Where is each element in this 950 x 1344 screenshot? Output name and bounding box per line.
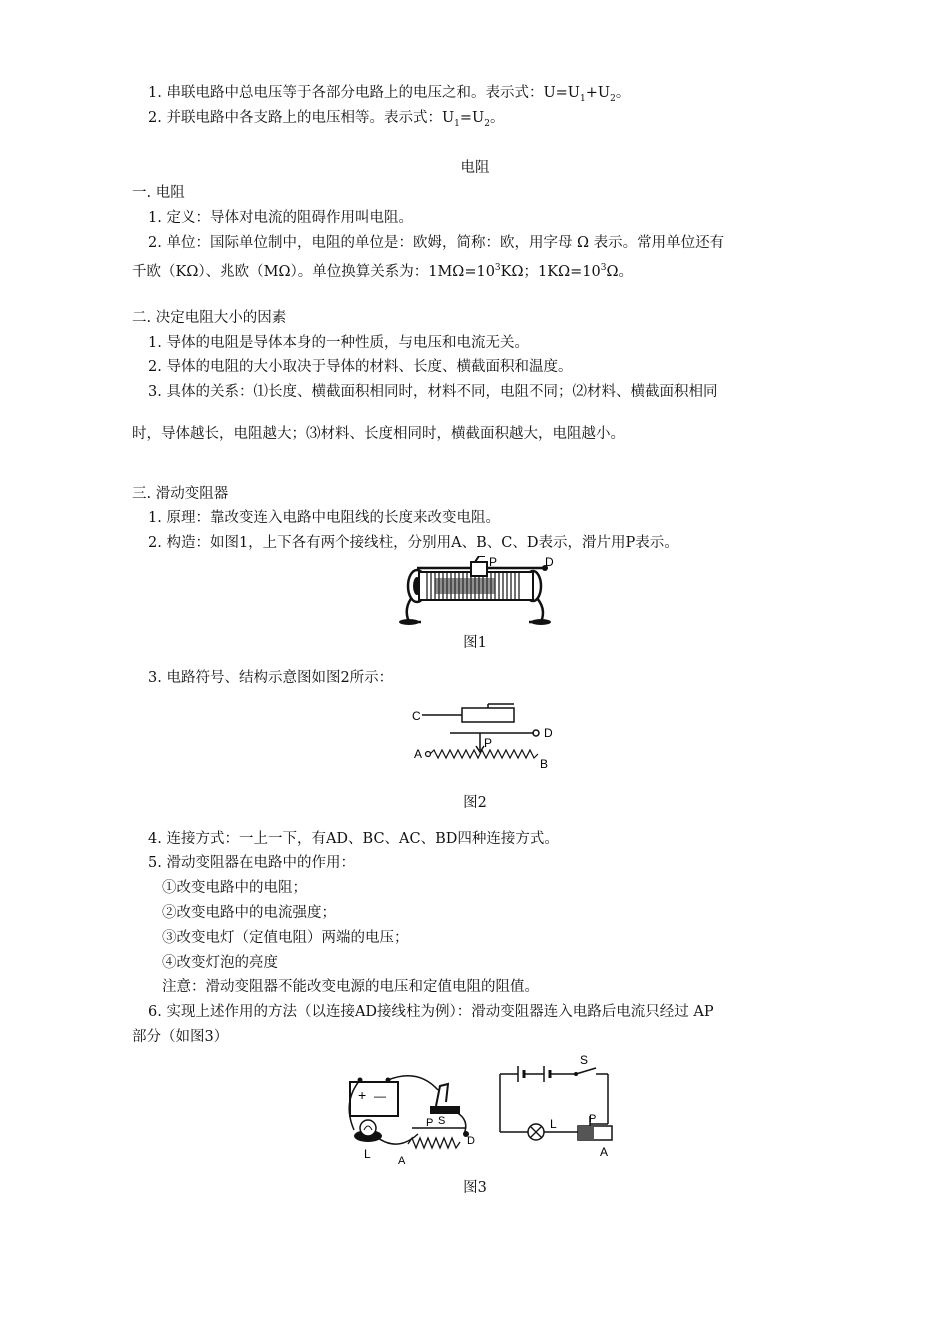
paragraph: 2. 单位：国际单位制中，电阻的单位是：欧姆，简称：欧，用字母 Ω 表示。常用单位还有 [148, 235, 725, 251]
fig3-label-minus: — [374, 1089, 386, 1103]
text: Ω。 [606, 263, 633, 280]
section-heading-1: 一. 电阻 [132, 185, 185, 201]
fig3r-label-l: L [550, 1117, 557, 1131]
figure-1-rheostat [395, 556, 565, 632]
text: 1. 串联电路中总电压等于各部分电路上的电压之和。表示式：U=U [148, 85, 581, 101]
fig2-label-d: D [544, 726, 553, 740]
fig3-label-l: L [364, 1147, 371, 1161]
superscript: 3 [600, 263, 607, 273]
text: 2. 并联电路中各支路上的电压相等。表示式：U [148, 110, 455, 126]
text: 。 [490, 110, 505, 126]
paragraph: 2. 构造：如图1，上下各有两个接线柱，分别用A、B、C、D表示，滑片用P表示。 [148, 535, 679, 551]
subscript: 1 [580, 93, 586, 104]
fig3r-label-a: A [600, 1145, 609, 1159]
list-item: ③改变电灯（定值电阻）两端的电压； [162, 930, 409, 946]
figure-2-caption: 图2 [463, 795, 487, 811]
fig1-label-p: P [489, 556, 498, 569]
fig1-label-d: D [545, 556, 554, 569]
list-item: ②改变电路中的电流强度； [162, 905, 336, 921]
list-item: ①改变电路中的电阻； [162, 880, 307, 896]
fig3-label-plus: + [358, 1087, 367, 1103]
fig3-label-p: P [426, 1117, 434, 1129]
figure-3-schematic [492, 1052, 622, 1160]
paragraph: 部分（如图3） [132, 1029, 229, 1045]
fig3-label-s: S [438, 1115, 446, 1127]
fig3r-label-s: S [580, 1053, 589, 1067]
text: 千欧（KΩ）、兆欧（MΩ）。单位换算关系为：1MΩ=10 [132, 263, 495, 280]
paragraph: 2. 导体的电阻的大小取决于导体的材料、长度、横截面积和温度。 [148, 359, 573, 375]
fig3-label-a: A [398, 1155, 406, 1167]
paragraph: 1. 定义：导体对电流的阻碍作用叫电阻。 [148, 210, 413, 226]
fig3-label-d: D [467, 1135, 475, 1147]
paragraph: 时，导体越长，电阻越大；⑶材料、长度相同时，横截面积越大，电阻越小。 [132, 426, 625, 442]
figure-1-caption: 图1 [463, 635, 487, 651]
superscript: 3 [494, 263, 501, 273]
section-heading-3: 三. 滑动变阻器 [132, 486, 229, 502]
voltage-parallel-line [148, 108, 505, 134]
text: 。 [615, 85, 631, 101]
fig2-label-c: C [412, 709, 421, 723]
page-title: 电阻 [460, 160, 490, 176]
text: =U [459, 110, 485, 126]
section-heading-2: 二. 决定电阻大小的因素 [132, 310, 287, 326]
fig2-label-b: B [540, 757, 549, 771]
text: +U [585, 85, 611, 101]
note: 注意：滑动变阻器不能改变电源的电压和定值电阻的阻值。 [162, 979, 539, 995]
paragraph: 5. 滑动变阻器在电路中的作用： [148, 855, 355, 871]
text: KΩ；1KΩ=10 [500, 263, 601, 280]
voltage-series-line [148, 83, 630, 109]
paragraph: 1. 原理：靠改变连入电路中电阻线的长度来改变电阻。 [148, 510, 500, 526]
fig3r-label-p: P [589, 1113, 597, 1125]
subscript: 2 [610, 93, 616, 104]
figure-3-caption: 图3 [463, 1180, 487, 1196]
figure-2-symbol [410, 700, 580, 772]
paragraph: 4. 连接方式：一上一下，有AD、BC、AC、BD四种连接方式。 [148, 831, 559, 847]
paragraph: 3. 电路符号、结构示意图如图2所示： [148, 670, 394, 686]
fig2-label-p: P [484, 736, 493, 750]
figure-3-physical-circuit [338, 1072, 478, 1168]
paragraph: 3. 具体的关系：⑴长度、横截面积相同时，材料不同，电阻不同；⑵材料、横截面积相同 [148, 384, 718, 400]
paragraph: 1. 导体的电阻是导体本身的一种性质，与电压和电流无关。 [148, 335, 529, 351]
fig2-label-a: A [414, 747, 423, 761]
paragraph [132, 258, 633, 282]
paragraph: 6. 实现上述作用的方法（以连接AD接线柱为例）：滑动变阻器连入电路后电流只经过 AP [148, 1004, 714, 1020]
subscript: 2 [484, 118, 491, 129]
subscript: 1 [454, 118, 460, 129]
list-item: ④改变灯泡的亮度 [162, 955, 278, 971]
